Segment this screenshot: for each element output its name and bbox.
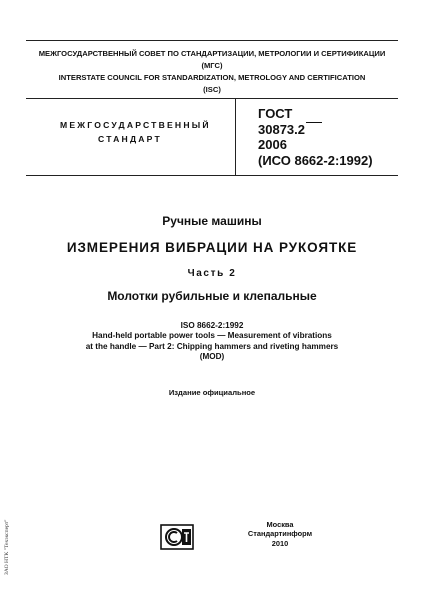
council-en-line1: INTERSTATE COUNCIL FOR STANDARDIZATION, METROLOGY AND CERTIFICATION bbox=[58, 73, 366, 82]
publisher-year: 2010 bbox=[271, 538, 289, 548]
gost-line2-wrap bbox=[258, 122, 373, 138]
gost-line4: (ИСО 8662-2:1992) bbox=[258, 152, 373, 168]
council-ru-line1: МЕЖГОСУДАРСТВЕННЫЙ СОВЕТ ПО СТАНДАРТИЗАЦИИ, МЕТРОЛОГИИ И СЕРТИФИКАЦИИ bbox=[38, 49, 386, 58]
iso-reference bbox=[0, 321, 424, 363]
title-part: Часть 2 bbox=[187, 268, 237, 279]
gost-line3: 2006 bbox=[258, 137, 287, 152]
publisher-name: Стандартинформ bbox=[247, 529, 313, 539]
edition-note: Издание официальное bbox=[168, 388, 256, 397]
iso-title-line1: Hand-held portable power tools — Measurement of vibrations bbox=[92, 331, 332, 341]
standartinform-logo bbox=[160, 524, 194, 550]
standard-label-line1: МЕЖГОСУДАРСТВЕННЫЙ bbox=[60, 120, 211, 130]
gost-dash bbox=[306, 122, 322, 123]
side-watermark-note: ЗАО НТК "Техэксперт" bbox=[4, 519, 10, 575]
council-ru-line2: (МГС) bbox=[201, 61, 223, 70]
council-en-line2: (ISC) bbox=[203, 85, 221, 94]
title-hammers: Молотки рубильные и клепальные bbox=[107, 289, 317, 303]
gost-number-block bbox=[258, 106, 373, 168]
publisher-city: Москва bbox=[266, 520, 294, 529]
publisher-block bbox=[230, 520, 330, 548]
council-header bbox=[20, 48, 404, 96]
gost-line1: ГОСТ bbox=[258, 106, 293, 121]
iso-title-line2: at the handle — Part 2: Chipping hammers and riveting hammers bbox=[85, 341, 339, 351]
gost-line2: 30873.2 bbox=[258, 121, 305, 137]
standard-label-line2: СТАНДАРТ bbox=[98, 134, 162, 144]
vertical-divider bbox=[235, 99, 236, 175]
standard-label bbox=[60, 118, 211, 146]
title-vibration-measurement: ИЗМЕРЕНИЯ ВИБРАЦИИ НА РУКОЯТКЕ bbox=[66, 240, 358, 255]
iso-title-line3: (MOD) bbox=[199, 352, 225, 362]
iso-code: ISO 8662-2:1992 bbox=[180, 321, 244, 330]
title-manual-machines: Ручные машины bbox=[162, 214, 262, 228]
header-rule bbox=[26, 98, 398, 99]
top-rule bbox=[26, 40, 398, 41]
standard-rule bbox=[26, 175, 398, 176]
